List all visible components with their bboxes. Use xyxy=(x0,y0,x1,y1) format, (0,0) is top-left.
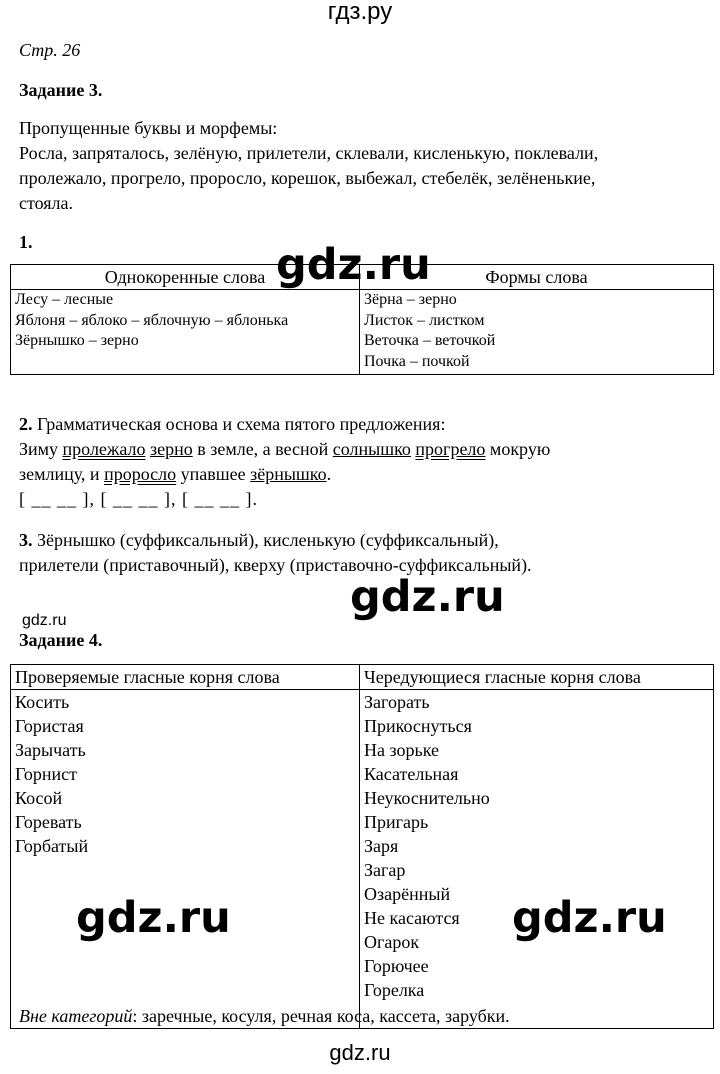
list-item: Гористая xyxy=(15,716,84,736)
task3-line2: пролежало, прогрело, проросло, корешок, выбежал, стебелёк, зелёненькие, xyxy=(19,168,596,188)
part2-text: Грамматическая основа и схема пятого предложения: xyxy=(32,414,446,434)
sentence-text: Зиму xyxy=(19,439,63,459)
task3-intro: Пропущенные буквы и морфемы: xyxy=(19,118,278,138)
list-item: Огарок xyxy=(364,932,420,952)
table-cell xyxy=(11,690,360,1029)
list-item: Загорать xyxy=(364,692,430,712)
list-item: Горнист xyxy=(15,764,77,784)
list-item: Не касаются xyxy=(364,908,460,928)
task3-line1: Росла, запряталось, зелёную, прилетели, склевали, кисленькую, поклевали, xyxy=(19,143,599,163)
list-item: Яблоня – яблоко – яблочную – яблонька xyxy=(15,311,289,329)
part2-sentence-line2 xyxy=(19,462,331,486)
sentence-text: землицу, и xyxy=(19,464,105,484)
extra-text: : заречные, косуля, речная коса, кассета, зарубки. xyxy=(132,1006,510,1026)
list-item: Косой xyxy=(15,788,63,808)
vowels-table xyxy=(10,664,714,1029)
list-item: Зёрна – зерно xyxy=(364,291,457,308)
part3-label: 3. xyxy=(19,530,33,550)
list-item: Веточка – веточкой xyxy=(364,332,496,349)
list-item: Горелка xyxy=(364,980,425,1000)
list-item: Горбатый xyxy=(15,836,89,856)
list-item: Прикоснуться xyxy=(364,716,472,736)
list-item: Заря xyxy=(364,836,399,856)
predicate: проросло xyxy=(104,464,177,484)
site-footer: gdz.ru xyxy=(329,1040,391,1065)
sentence-scheme: [ __ __ ], [ __ __ ], [ __ __ ]. xyxy=(19,489,258,509)
watermark-small: gdz.ru xyxy=(22,612,67,629)
table-header: Проверяемые гласные корня слова xyxy=(11,665,360,690)
table-header: Чередующиеся гласные корня слова xyxy=(360,665,714,690)
watermark: gdz.ru xyxy=(512,893,667,943)
sentence-text: . xyxy=(326,464,332,484)
extra-label: Вне категорий xyxy=(19,1006,133,1026)
task3-line3: стояла. xyxy=(19,193,74,213)
watermark: gdz.ru xyxy=(76,893,231,943)
table-cell xyxy=(360,290,714,375)
task4-extra xyxy=(19,1004,510,1028)
list-item: Загар xyxy=(364,860,406,880)
table-cell xyxy=(11,290,360,375)
predicate: пролежало xyxy=(62,439,146,459)
list-item: Косить xyxy=(15,692,70,712)
list-item: Лесу – лесные xyxy=(15,291,114,308)
list-item: Почка – почкой xyxy=(364,352,470,370)
sentence-text: упавшее xyxy=(176,464,251,484)
list-item: Пригарь xyxy=(364,812,429,832)
part3-line1 xyxy=(19,528,499,552)
page-reference: Стр. 26 xyxy=(19,40,81,60)
task3-title: Задание 3. xyxy=(19,80,103,100)
task4-title: Задание 4. xyxy=(19,630,103,650)
list-item: Зарычать xyxy=(15,740,86,760)
subject: солнышко xyxy=(332,439,411,459)
table-header: Однокоренные слова xyxy=(11,265,360,290)
subject: зерно xyxy=(149,439,193,459)
list-item: Неукоснительно xyxy=(364,788,490,808)
part1-label: 1. xyxy=(19,232,33,252)
list-item: Зёрнышко – зерно xyxy=(15,332,139,349)
list-item: Горевать xyxy=(15,812,82,832)
list-item: Касательная xyxy=(364,764,459,784)
predicate: прогрело xyxy=(415,439,486,459)
part2-label: 2. xyxy=(19,414,33,434)
list-item: На зорьке xyxy=(364,740,439,760)
sentence-text: мокрую xyxy=(485,439,551,459)
subject: зёрнышко xyxy=(250,464,327,484)
part3-line2: прилетели (приставочный), кверху (приставочно-суффиксальный). xyxy=(19,555,532,575)
list-item: Горючее xyxy=(364,956,429,976)
sentence-text: в земле, а весной xyxy=(192,439,333,459)
part2-heading xyxy=(19,412,445,436)
list-item: Листок – листком xyxy=(364,311,485,329)
table-cell xyxy=(360,690,714,1029)
table-header: Формы слова xyxy=(360,265,714,290)
part3-text: Зёрнышко (суффиксальный), кисленькую (суффиксальный), xyxy=(32,530,499,550)
part2-sentence-line1 xyxy=(19,437,550,461)
list-item: Озарённый xyxy=(364,884,451,904)
site-header: гдз.ру xyxy=(327,0,393,25)
watermark: gdz.ru xyxy=(276,240,431,290)
watermark: gdz.ru xyxy=(350,572,505,622)
